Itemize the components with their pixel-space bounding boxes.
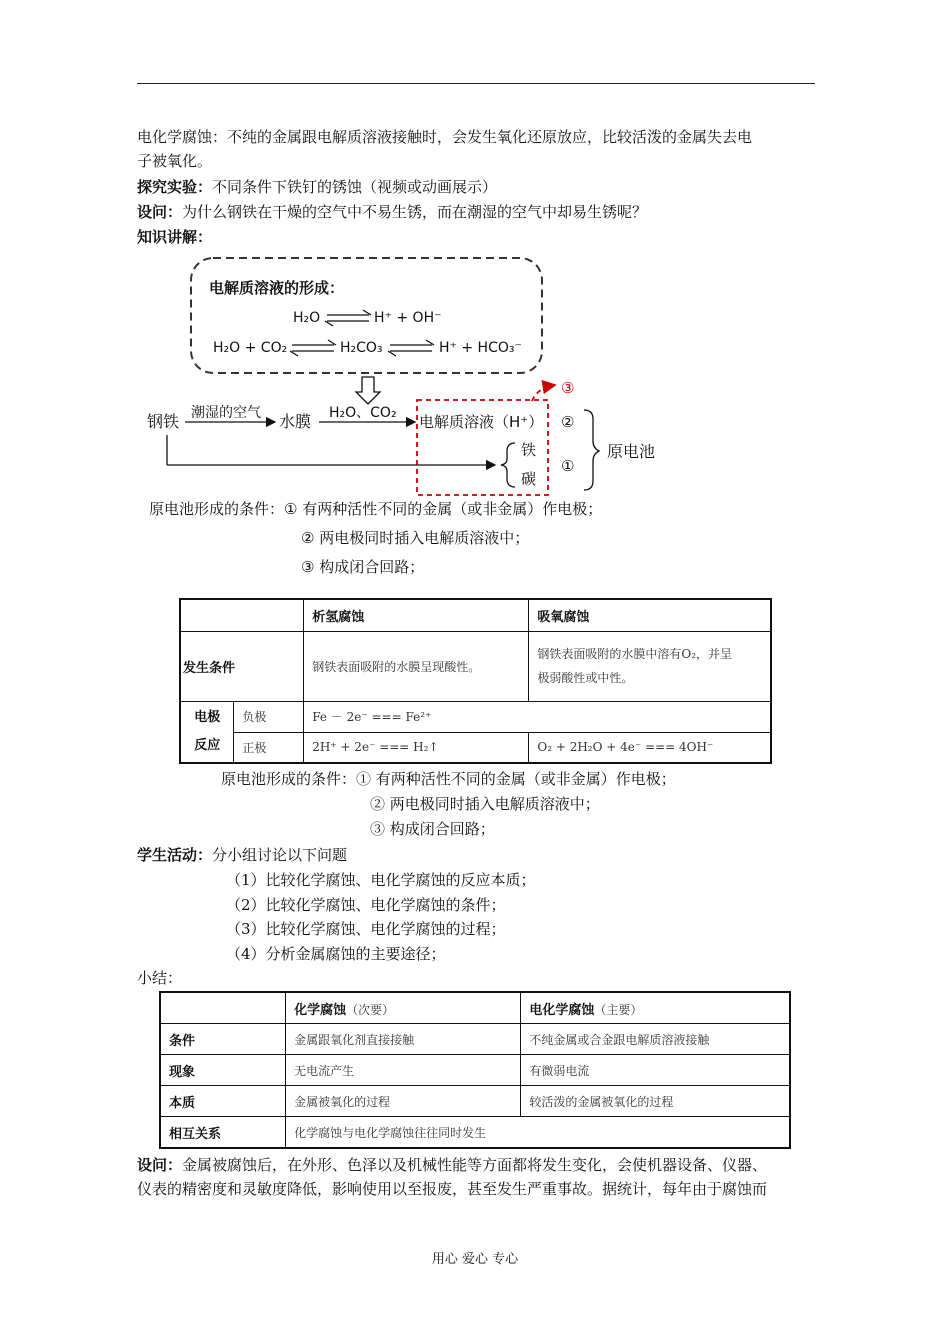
eq2-equilibrium-arrow-2 <box>388 340 434 356</box>
conditions-a-title: 原电池形成的条件： <box>149 500 285 518</box>
activity-label: 学生活动： <box>137 846 213 864</box>
red-dashed-arrow <box>532 385 555 401</box>
conditions-a-item-2: ② 两电极同时插入电解质溶液中； <box>301 529 530 547</box>
table1-negative-equation: Fe － 2e⁻ === Fe²⁺ <box>304 701 771 732</box>
page-footer: 用心 爱心 专心 <box>431 1252 519 1267</box>
num1-label: ① <box>561 457 575 475</box>
table1-condition-oxygen-line-1: 钢铁表面吸附的水膜中溶有O₂，并呈 <box>537 647 733 661</box>
table2-row-chemical: 无电流产生 <box>286 1055 521 1086</box>
table-row <box>160 1055 790 1086</box>
right-brace <box>584 410 599 490</box>
conditions-b-item-3: ③ 构成闭合回路； <box>370 820 495 838</box>
table1-header-hydrogen: 析氢腐蚀 <box>304 599 529 631</box>
experiment-text: 不同条件下铁钉的锈蚀（视频或动画展示） <box>212 178 498 196</box>
question2-line-2: 仪表的精密度和灵敏度降低，影响使用以至报废，甚至发生严重事故。据统计，每年由于腐蚀而 <box>137 1180 768 1198</box>
activity-line <box>137 843 817 867</box>
activity-question-2: （2）比较化学腐蚀、电化学腐蚀的条件； <box>226 896 506 914</box>
table2-header-electrochemical <box>521 992 790 1024</box>
table2-row-electrochemical: 有微弱电流 <box>521 1055 790 1086</box>
table-row <box>160 1086 790 1117</box>
intro-line-2: 子被氧化。 <box>137 152 213 170</box>
table2-relation-text: 化学腐蚀与电化学腐蚀往往同时发生 <box>286 1117 790 1149</box>
iron-label: 铁 <box>521 441 537 459</box>
table2-row-label: 现象 <box>160 1055 286 1086</box>
humid-air-label: 潮湿的空气 <box>191 405 261 421</box>
experiment-label: 探究实验： <box>137 178 213 196</box>
table-row <box>160 1024 790 1055</box>
summary-label: 小结： <box>137 969 183 987</box>
electrolyte-label: 电解质溶液（H⁺） <box>419 413 544 431</box>
conditions-a-line-1 <box>149 499 602 519</box>
table1-condition-oxygen-line-2: 极弱酸性或中性。 <box>537 671 634 685</box>
table2-relation-label: 相互关系 <box>160 1117 286 1149</box>
table2-header-electrochemical-title: 电化学腐蚀 <box>529 1002 595 1018</box>
intro-line-1: 电化学腐蚀：不纯的金属跟电解质溶液接触时，会发生氧化还原放应，比较活泼的金属失去电 <box>137 128 753 146</box>
table1-condition-label: 发生条件 <box>180 631 304 701</box>
conditions-b-item-1: ① 有两种活性不同的金属（或非金属）作电极； <box>356 770 676 788</box>
eq2-mid: H₂CO₃ <box>340 340 383 356</box>
galvanic-cell-label: 原电池 <box>607 442 656 461</box>
experiment-line <box>137 175 817 199</box>
question2-line-1: 金属被腐蚀后，在外形、色泽以及机械性能等方面都将发生变化，会使机器设备、仪器、 <box>182 1156 768 1174</box>
table1-negative-label: 负极 <box>234 701 304 732</box>
eq1-left: H₂O <box>293 310 321 326</box>
table2-row-chemical: 金属被氧化的过程 <box>286 1086 521 1117</box>
table1-positive-label: 正极 <box>234 732 304 763</box>
table2-empty-corner <box>160 992 286 1024</box>
table1-electrode-label-line-2: 反应 <box>194 737 221 753</box>
eq2-equilibrium-arrow-1 <box>290 340 336 356</box>
conditions-a-item-3: ③ 构成闭合回路； <box>301 558 425 576</box>
activity-question-1: （1）比较化学腐蚀、电化学腐蚀的反应本质； <box>226 871 536 889</box>
question1-label: 设问： <box>137 203 183 221</box>
activity-question-3: （3）比较化学腐蚀、电化学腐蚀的过程； <box>226 920 506 938</box>
table1-positive-oxygen: O₂ + 2H₂O + 4e⁻ === 4OH⁻ <box>529 732 771 763</box>
steel-label: 钢铁 <box>147 412 180 431</box>
table1-header-oxygen: 吸氧腐蚀 <box>529 599 771 631</box>
table2-header-electrochemical-note: （主要） <box>594 1002 643 1017</box>
table-row <box>160 1117 790 1149</box>
activity-question-4: （4）分析金属腐蚀的主要途径； <box>226 945 446 963</box>
table1-electrode-label <box>180 701 234 763</box>
num2-label: ② <box>561 413 575 431</box>
conditions-b-line-1 <box>221 769 676 789</box>
eq1-right: H⁺ + OH⁻ <box>374 310 442 326</box>
table2-header-chemical <box>286 992 521 1024</box>
table2-row-electrochemical: 不纯金属或合金跟电解质溶液接触 <box>521 1024 790 1055</box>
carbon-label: 碳 <box>521 470 537 488</box>
question2-label: 设问： <box>137 1156 183 1174</box>
eq2-right: H⁺ + HCO₃⁻ <box>439 340 522 356</box>
table1-positive-hydrogen: 2H⁺ + 2e⁻ === H₂↑ <box>304 732 529 763</box>
eq1-equilibrium-arrow <box>325 310 371 326</box>
table2-row-label: 本质 <box>160 1086 286 1117</box>
conditions-b-title: 原电池形成的条件： <box>221 770 357 788</box>
knowledge-label: 知识讲解： <box>137 228 213 246</box>
conditions-b-item-2: ② 两电极同时插入电解质溶液中； <box>370 795 600 813</box>
intro-paragraph <box>137 125 817 173</box>
additives-label: H₂O、CO₂ <box>329 405 397 421</box>
conditions-a-item-1: ① 有两种活性不同的金属（或非金属）作电极； <box>284 500 603 518</box>
eq2-left: H₂O + CO₂ <box>213 340 288 356</box>
table2-row-electrochemical: 较活泼的金属被氧化的过程 <box>521 1086 790 1117</box>
box-title: 电解质溶液的形成： <box>209 279 345 297</box>
question2-paragraph <box>137 1153 817 1201</box>
activity-text: 分小组讨论以下问题 <box>212 846 348 864</box>
table2-row-label: 条件 <box>160 1024 286 1055</box>
table1-empty-corner <box>180 599 304 631</box>
table2-header-chemical-title: 化学腐蚀 <box>294 1002 347 1018</box>
table1-condition-hydrogen: 钢铁表面吸附的水膜呈现酸性。 <box>304 631 529 701</box>
question1-text: 为什么钢铁在干燥的空气中不易生锈，而在潮湿的空气中却易生锈呢？ <box>182 203 648 221</box>
table1-electrode-label-line-1: 电极 <box>194 709 221 725</box>
header-rule <box>137 83 815 84</box>
left-brace <box>501 443 515 487</box>
num3-label: ③ <box>561 379 575 397</box>
table2-header-chemical-note: （次要） <box>346 1002 395 1017</box>
question1-line <box>137 200 817 224</box>
corrosion-type-table <box>179 598 772 764</box>
table2-row-chemical: 金属跟氧化剂直接接触 <box>286 1024 521 1055</box>
summary-table <box>159 991 791 1149</box>
water-film-label: 水膜 <box>279 412 312 431</box>
table1-condition-oxygen <box>529 631 771 701</box>
hollow-down-arrow <box>356 377 380 404</box>
